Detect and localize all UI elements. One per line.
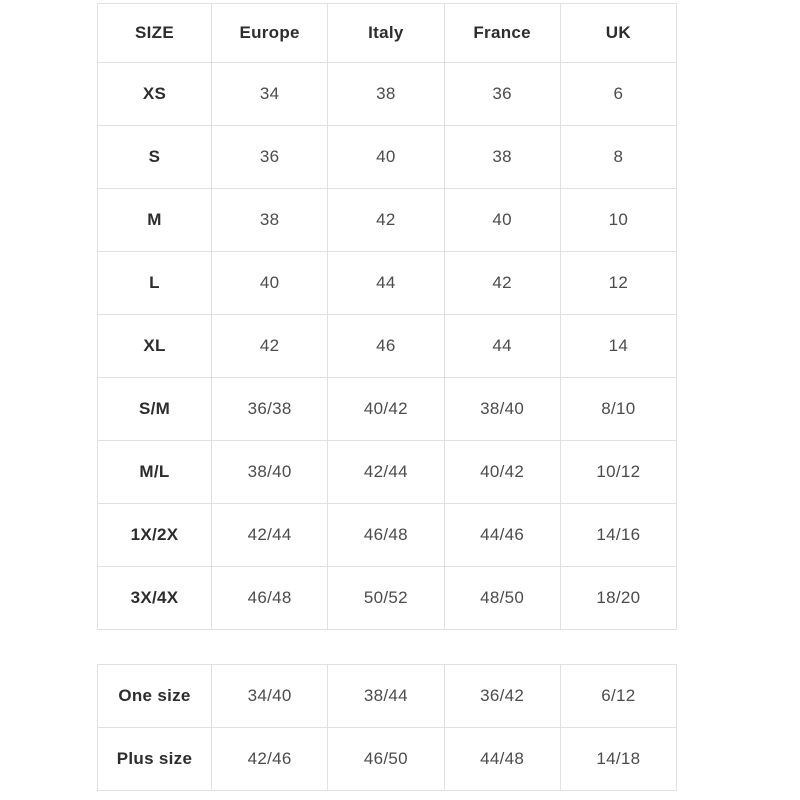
table-row	[98, 189, 677, 252]
table-row	[98, 63, 677, 126]
uk-value-cell: 18/20	[560, 567, 676, 630]
france-value-cell: 44	[444, 315, 560, 378]
size-label-cell: XS	[98, 63, 212, 126]
europe-value-cell: 34	[212, 63, 328, 126]
size-label-cell: S/M	[98, 378, 212, 441]
table-row	[98, 252, 677, 315]
uk-value-cell: 6	[560, 63, 676, 126]
table-row	[98, 441, 677, 504]
italy-value-cell: 38	[328, 63, 444, 126]
europe-value-cell: 42/44	[212, 504, 328, 567]
header-cell-size: SIZE	[98, 4, 212, 63]
uk-value-cell: 10/12	[560, 441, 676, 504]
italy-value-cell: 46	[328, 315, 444, 378]
table-row	[98, 315, 677, 378]
europe-value-cell: 46/48	[212, 567, 328, 630]
europe-value-cell: 34/40	[212, 665, 328, 728]
europe-value-cell: 40	[212, 252, 328, 315]
france-value-cell: 36	[444, 63, 560, 126]
size-label-cell: 1X/2X	[98, 504, 212, 567]
france-value-cell: 38	[444, 126, 560, 189]
italy-value-cell: 50/52	[328, 567, 444, 630]
table-row	[98, 567, 677, 630]
uk-value-cell: 8	[560, 126, 676, 189]
france-value-cell: 44/46	[444, 504, 560, 567]
uk-value-cell: 8/10	[560, 378, 676, 441]
europe-value-cell: 38	[212, 189, 328, 252]
uk-value-cell: 14/18	[560, 728, 676, 791]
italy-value-cell: 38/44	[328, 665, 444, 728]
size-chart-section	[97, 3, 677, 791]
size-label-cell: M	[98, 189, 212, 252]
europe-value-cell: 36/38	[212, 378, 328, 441]
size-label-cell: L	[98, 252, 212, 315]
uk-value-cell: 12	[560, 252, 676, 315]
uk-value-cell: 6/12	[560, 665, 676, 728]
header-cell-italy: Italy	[328, 4, 444, 63]
italy-value-cell: 46/48	[328, 504, 444, 567]
table-row	[98, 378, 677, 441]
table-row	[98, 126, 677, 189]
uk-value-cell: 14/16	[560, 504, 676, 567]
header-cell-uk: UK	[560, 4, 676, 63]
europe-value-cell: 36	[212, 126, 328, 189]
size-label-cell: One size	[98, 665, 212, 728]
header-row	[98, 4, 677, 63]
france-value-cell: 42	[444, 252, 560, 315]
size-label-cell: 3X/4X	[98, 567, 212, 630]
france-value-cell: 38/40	[444, 378, 560, 441]
europe-value-cell: 42	[212, 315, 328, 378]
special-sizes-table	[97, 664, 677, 791]
france-value-cell: 40/42	[444, 441, 560, 504]
size-label-cell: M/L	[98, 441, 212, 504]
france-value-cell: 40	[444, 189, 560, 252]
size-label-cell: Plus size	[98, 728, 212, 791]
france-value-cell: 44/48	[444, 728, 560, 791]
size-label-cell: XL	[98, 315, 212, 378]
europe-value-cell: 38/40	[212, 441, 328, 504]
italy-value-cell: 40	[328, 126, 444, 189]
table-row	[98, 504, 677, 567]
table-row	[98, 665, 677, 728]
table-row	[98, 728, 677, 791]
italy-value-cell: 44	[328, 252, 444, 315]
italy-value-cell: 42	[328, 189, 444, 252]
italy-value-cell: 42/44	[328, 441, 444, 504]
size-label-cell: S	[98, 126, 212, 189]
france-value-cell: 36/42	[444, 665, 560, 728]
italy-value-cell: 46/50	[328, 728, 444, 791]
size-conversion-table	[97, 3, 677, 630]
italy-value-cell: 40/42	[328, 378, 444, 441]
europe-value-cell: 42/46	[212, 728, 328, 791]
uk-value-cell: 10	[560, 189, 676, 252]
header-cell-france: France	[444, 4, 560, 63]
uk-value-cell: 14	[560, 315, 676, 378]
header-cell-europe: Europe	[212, 4, 328, 63]
france-value-cell: 48/50	[444, 567, 560, 630]
